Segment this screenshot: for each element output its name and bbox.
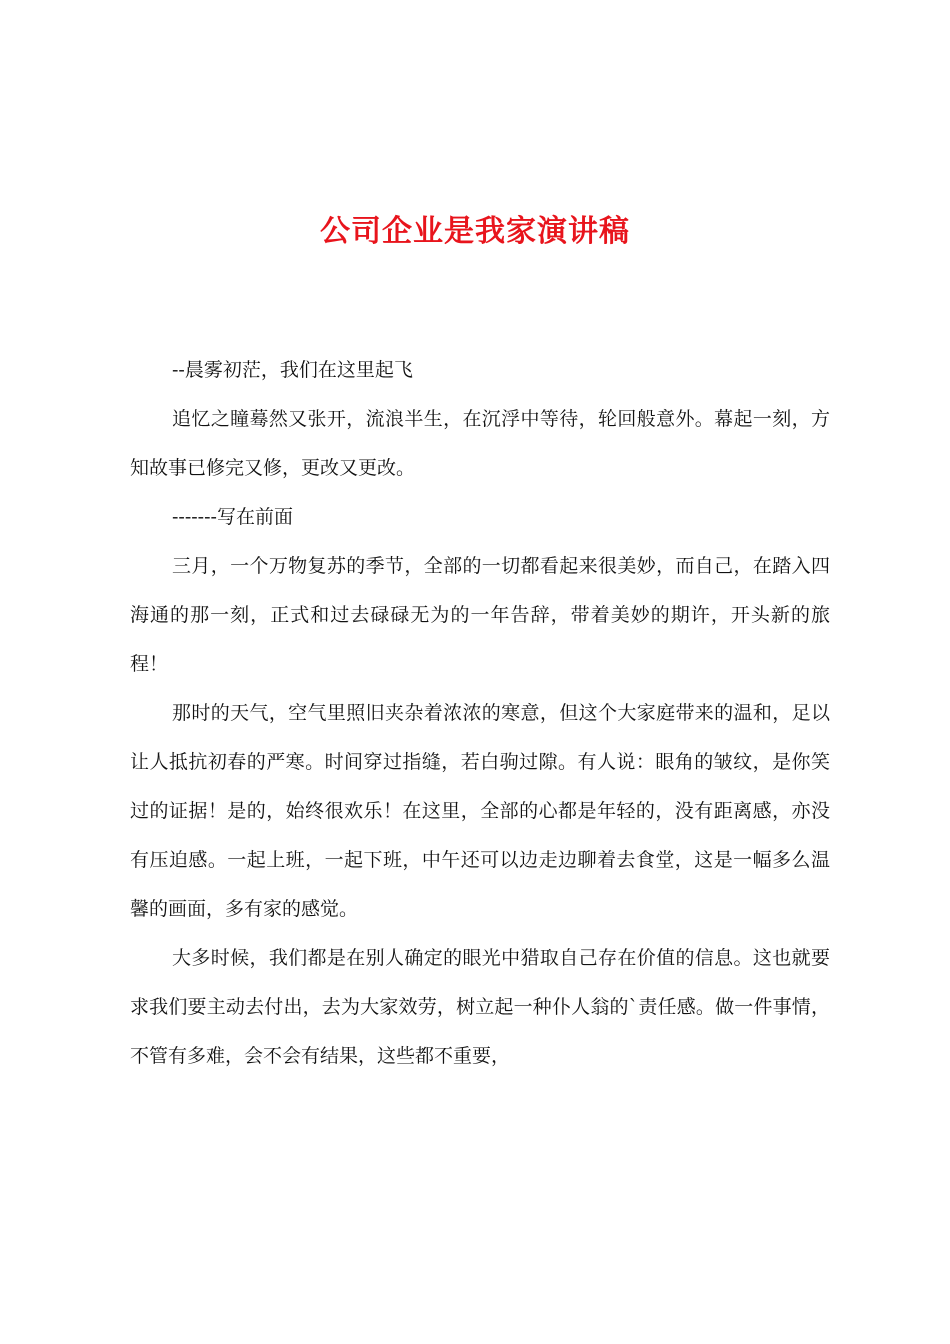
document-title: 公司企业是我家演讲稿 bbox=[320, 214, 630, 249]
paragraph-weather: 那时的天气，空气里照旧夹杂着浓浓的寒意，但这个大家庭带来的温和，足以让人抵抗初春的严寒。时间穿过指缝，若白驹过隙。有人说：眼角的皱纹，是你笑过的证据！是的，始终很欢乐！在这里，全部的心都是年轻的，没有距离感，亦没有压迫感。一起上班，一起下班，中午还可以边走边聊着去食堂，这是一幅多么温馨的画面，多有家的感觉。 bbox=[130, 702, 830, 920]
paragraph-preface-signoff: -------写在前面 bbox=[172, 506, 293, 528]
document-body bbox=[130, 346, 830, 1081]
paragraph-responsibility: 大多时候，我们都是在别人确定的眼光中猎取自己存在价值的信息。这也就要求我们要主动去付出，去为大家效劳，树立起一种仆人翁的`责任感。做一件事情，不管有多难，会不会有结果，这些都不重要， bbox=[130, 947, 830, 1067]
paragraph-march: 三月，一个万物复苏的季节，全部的一切都看起来很美妙，而自己，在踏入四海通的那一刻，正式和过去碌碌无为的一年告辞，带着美妙的期许，开头新的旅程！ bbox=[130, 555, 830, 675]
paragraph-subtitle: --晨雾初茫，我们在这里起飞 bbox=[172, 359, 413, 381]
paragraph-preface: 追忆之瞳蓦然又张开，流浪半生，在沉浮中等待，轮回般意外。幕起一刻，方知故事已修完又修，更改又更改。 bbox=[130, 408, 830, 479]
